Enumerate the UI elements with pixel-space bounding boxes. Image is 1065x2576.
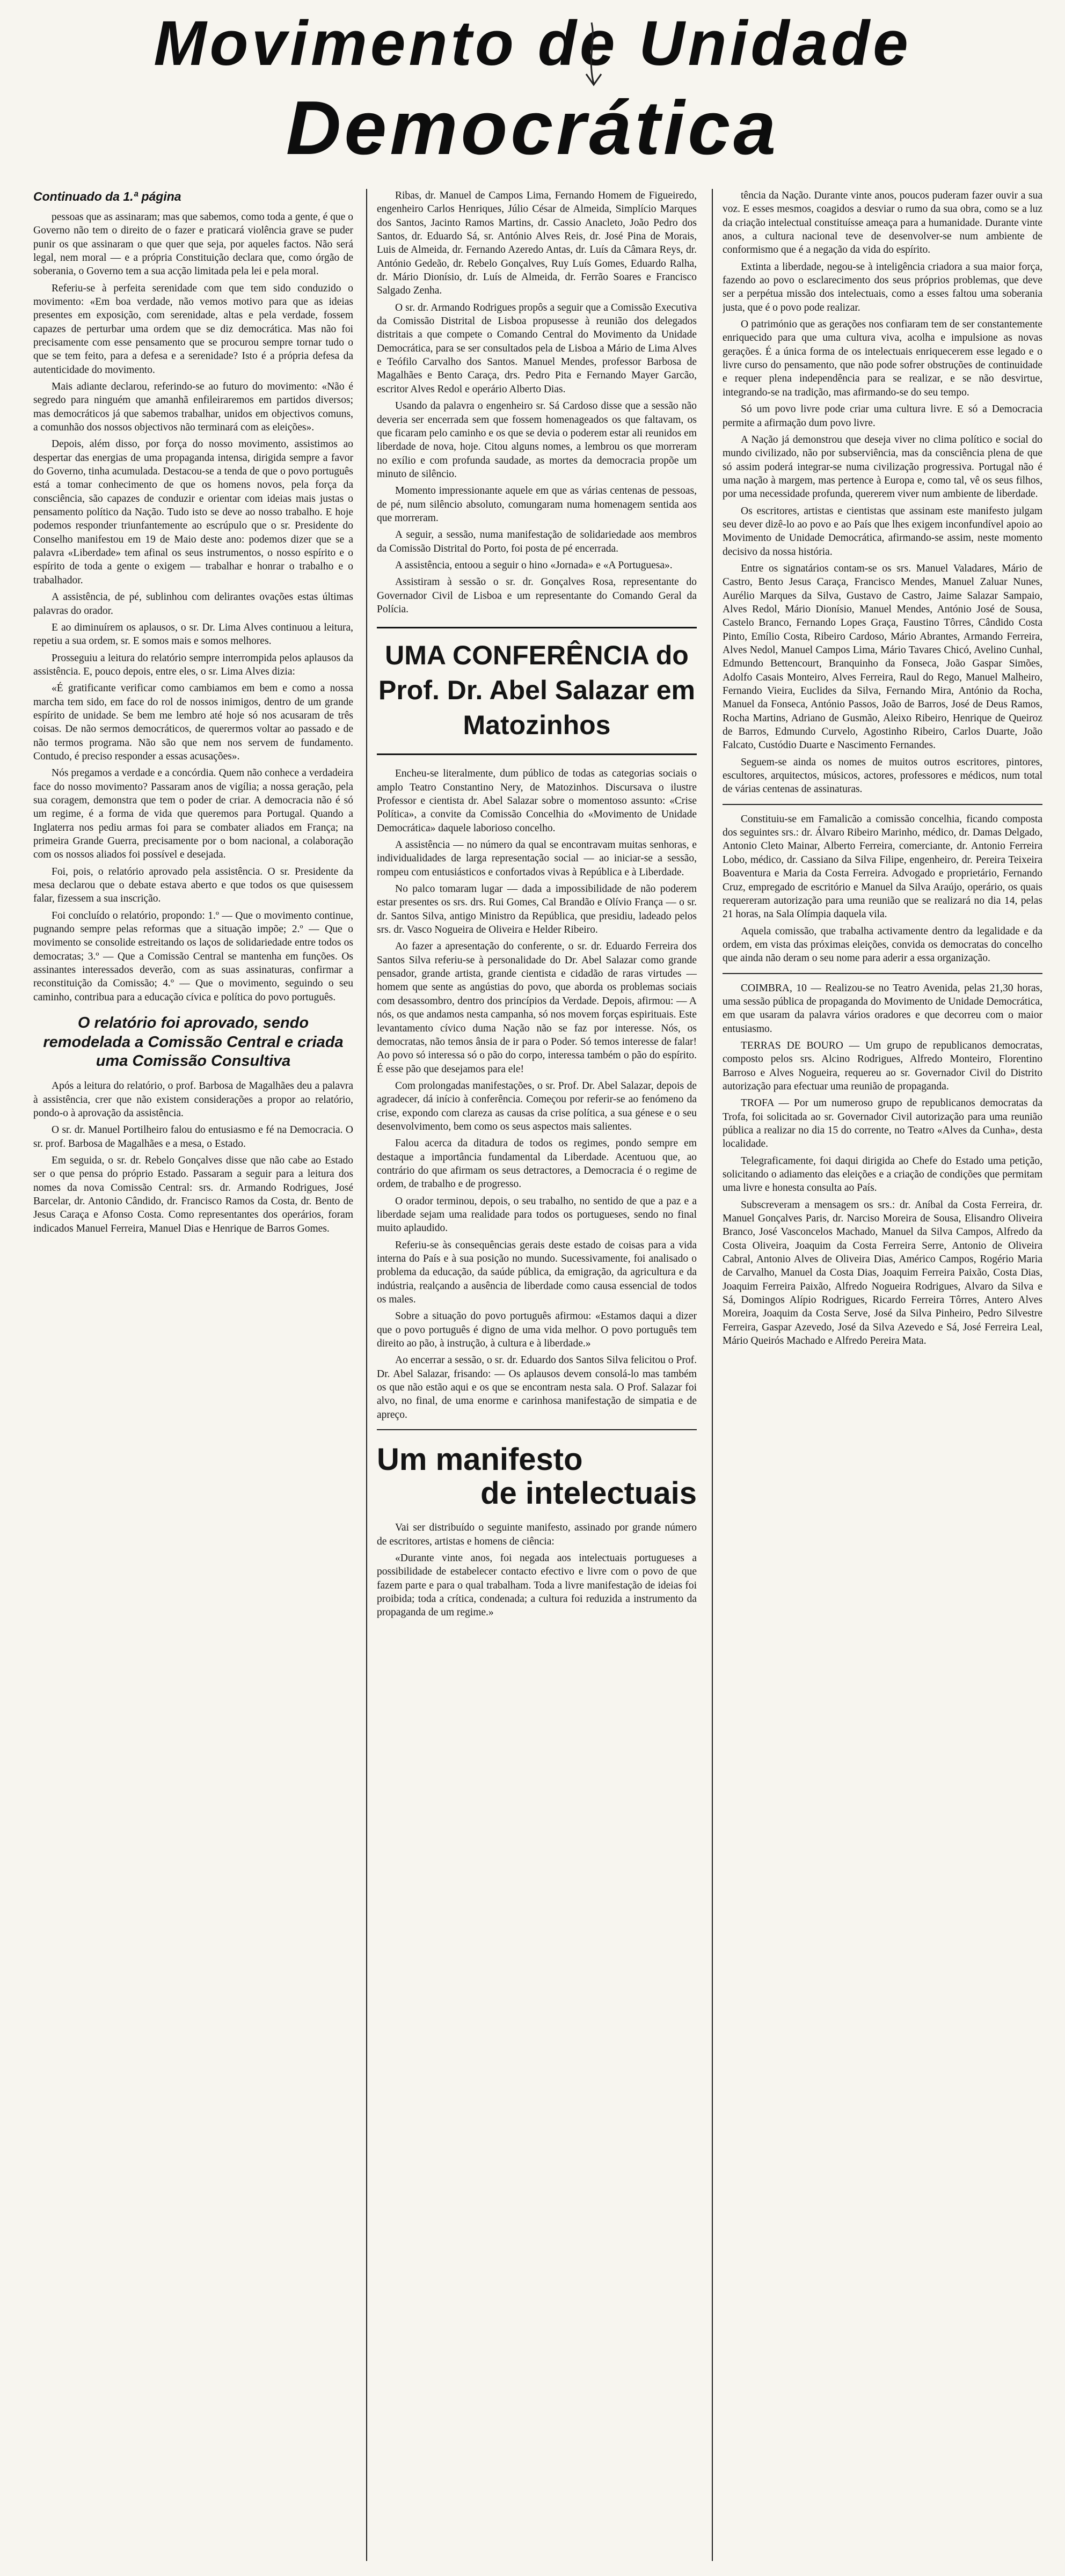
paragraph: Falou acerca da ditadura de todos os regimes, pondo sempre em destaque a importância fundamental da Liberdade. Acentuou que, ao contrário do que afirmam os seus detractores, a Democracia é o regime de ordem, de trabalho e de progresso.	[377, 1138, 697, 1190]
headline-line-1: Movimento de Unidade	[154, 8, 911, 79]
paragraph: Sobre a situação do povo português afirmou: «Estamos daqui a dizer que o povo português é digno de uma vida melhor. O povo português tem direito ao pão, à instrução, à cultura e à liberdade.»	[377, 1311, 697, 1350]
paragraph: Só um povo livre pode criar uma cultura livre. E só a Democracia permite a afirmação dum povo livre.	[723, 404, 1042, 429]
paragraph: Após a leitura do relatório, o prof. Barbosa de Magalhães deu a palavra à assistência, crer que não existem considerações a propor ao relatório, pondo-o à aprovação da assistência.	[33, 1080, 353, 1119]
paragraph: Telegraficamente, foi daqui dirigida ao Chefe do Estado uma petição, solicitando o adiamento das eleições e a criação de condições que permitam uma livre e honesta consulta ao País.	[723, 1155, 1042, 1194]
paragraph: A assistência — no número da qual se encontravam muitas senhoras, e individualidades de larga representação social — ao iniciar-se a sessão, rompeu com entusiásticos e confortados vivas à República e à Liberdade.	[377, 839, 697, 878]
paragraph: Ao fazer a apresentação do conferente, o sr. dr. Eduardo Ferreira dos Santos Silva referiu-se à personalidade do Dr. Abel Salazar como grande pensador, grande artista, grande cientista e cidadão de raras virtudes — homem que sente as angústias do povo, que aborda os problemas sociais com desassombro, dentro dos princípios da Verdade. Depois, afirmou: — A nós, os que andamos nesta campanha, só nos movem forças espirituais. Este levantamento cívico duma Nação não se faz por interesse. Nós, os democratas, não temos ânsia de ir para o Poder. Só temos interesse de falar! Ao povo só interessa só o pão do corpo, interessa também o pão do espírito. É esse pão que desejamos para ele!	[377, 941, 697, 1075]
manifesto-headline	[377, 1443, 697, 1510]
paragraph: Referiu-se às consequências gerais deste estado de coisas para a vida interna do País e à sua posição no mundo. Sucessivamente, foi analisado o problema da educação, da saúde pública, da emigração, da agricultura e da indústria, realçando a ausência de liberdade como causa essencial de todos os males.	[377, 1239, 697, 1306]
manifesto-headline-line-2: de intelectuais	[480, 1475, 697, 1511]
headline-block	[0, 0, 1065, 182]
paragraph: Assistiram à sessão o sr. dr. Gonçalves Rosa, representante do Governador Civil de Lisboa e um representante do Comando Geral da Polícia.	[377, 576, 697, 615]
paragraph: O património que as gerações nos confiaram tem de ser constantemente enriquecido para que uma cultura viva, acolha e impulsione as novas gerações. É a única forma de os intelectuais enriquecerem esse legado e o livre curso do pensamento, que não pode sofrer obstruções de continuidade e requer plena independência para se realizar, e se não desvirtue, integrando-se na tradição, mas afirmando-se do seu tempo.	[723, 319, 1042, 398]
paragraph: O orador terminou, depois, o seu trabalho, no sentido de que a paz e a liberdade sejam uma realidade para todos os portugueses, sendo no final muito aplaudido.	[377, 1195, 697, 1234]
section-divider	[723, 973, 1042, 974]
paragraph: Encheu-se literalmente, dum público de todas as categorias sociais o amplo Teatro Constantino Nery, de Matozinhos. Discursava o ilustre Professor e cientista dr. Abel Salazar sobre o momentoso assunto: «Crise Política», a convite da Comissão Concelhia do «Movimento de Unidade Democrática» daquele laborioso concelho.	[377, 768, 697, 834]
paragraph: Entre os signatários contam-se os srs. Manuel Valadares, Mário de Castro, Bento Jesus Caraça, Francisco Mendes, Manuel Zaluar Nunes, Aurélio Marques da Silva, Gustavo de Castro, Jaime Salazar Sampaio, Alves Redol, Mário Dionísio, Manuel Mendes, António José de Sousa, Castelo Branco, Fernando Lopes Graça, Faustino Tôrres, Cândido Costa Pinto, Emílio Costa, Ribeiro Cardoso, Mário Abrantes, Armando Ferreira, Alves Nedol, Manuel Campos Lima, Mário Tavares Chicó, Avelino Cunhal, Edmundo Bettencourt, Branquinho da Fonseca, João Gaspar Simões, Adolfo Casais Monteiro, Alves Ferreira, Raul do Rego, Manuel Malheiro, Fernando Vieira, Euclides da Silva, Fernando Mira, António da Rocha, Manuel da Fonseca, António Passos, João de Barros, José de Deus Ramos, Rocha Martins, Adriano de Gusmão, Aleixo Ribeiro, Henrique de Queiroz de Barros, Edmundo Curvelo, Agostinho Ribeiro, Carlos Duarte, João Falcato, Custódio Duarte e Nascimento Fernandes.	[723, 562, 1042, 751]
column-3	[723, 189, 1042, 2561]
paragraph: O sr. dr. Armando Rodrigues propôs a seguir que a Comissão Executiva da Comissão Distrital de Lisboa propusesse à reunião dos delegados distritais a que compete o Comando Central do Movimento da Unidade Democrática, para se ser consultados pela de Lisboa a Mário de Lima Alves e Teófilo Carvalho dos Santos. Manuel Mendes, professor Barbosa de Magalhães e Bento Caraça, drs. Pedro Pita e Fernando Mayer Garcão, escritor Alves Redol e operário Alberto Dias.	[377, 302, 697, 395]
column-rule	[366, 189, 367, 2561]
paragraph: Com prolongadas manifestações, o sr. Prof. Dr. Abel Salazar, depois de agradecer, dá início à conferência. Começou por referir-se ao fenómeno da crise, expondo com clareza as causas da crise política, a sua génese e o seu desenvolvimento, bem como os seus aspectos mais salientes.	[377, 1080, 697, 1132]
paragraph: Em seguida, o sr. dr. Rebelo Gonçalves disse que não cabe ao Estado ser o que pensa do próprio Estado. Passaram a seguir para a leitura dos nomes da nova Comissão Central: srs. dr. Armando Rodrigues, José Barcelar, dr. Antonio Cândido, dr. Francisco Ramos da Costa, dr. Bento de Jesus Caraça e Afonso Costa. Como representantes dos operários, foram indicados Manuel Ferreira, Manuel Dias e Henrique de Barros Gomes.	[33, 1154, 353, 1234]
section-divider	[723, 804, 1042, 805]
paragraph: Foi concluído o relatório, propondo: 1.º — Que o movimento continue, pugnando sempre pelas reformas que a situação impõe; 2.º — Que o movimento se consolide estreitando os laços de solidariedade entre todos os democratas; 3.º — Que a Comissão Central se mantenha em funções. Os assinantes interessados deverão, com as suas assinaturas, confirmar a reconstituição da Comissão; 4.º — Que o movimento, seguindo o seu caminho, contribua para a educação cívica e política do povo português.	[33, 910, 353, 1003]
paragraph: Vai ser distribuído o seguinte manifesto, assinado por grande número de escritores, artistas e homens de ciência:	[377, 1522, 697, 1547]
paragraph: E ao diminuírem os aplausos, o sr. Dr. Lima Alves continuou a leitura, repetiu a sua ordem, sr. E somos mais e somos melhores.	[33, 621, 353, 647]
paragraph: Subscreveram a mensagem os srs.: dr. Aníbal da Costa Ferreira, dr. Manuel Gonçalves Paris, dr. Narciso Moreira de Sousa, Elisandro Oliveira Branco, José Vasconcelos Machado, Manuel da Silva Campos, Alfredo da Costa Oliveira, Joaquim da Costa Ferreira Serre, Antonio de Oliveira Cabral, Antonio Alves de Oliveira Dias, Américo Campos, Rogério Maria de Carvalho, Manuel da Costa Dias, Joaquim Ferreira Paixão, Costa Dias, Joaquim Ferreira Paixão, Alfredo Nogueira Rodrigues, Alvaro da Silva e Sá, Domingos Alípio Rodrigues, Ricardo Ferreira Tôrres, Antero Alves Moreira, Joaquim da Costa Serve, José da Silva Pinheiro, Pedro Silvestre Ferreira, Gaspar Azevedo, José da Silva Azevedo e Sá, José Ferreira Leal, Mário Queirós Machado e Alfredo Pereira Mata.	[723, 1199, 1042, 1347]
paragraph: Referiu-se à perfeita serenidade com que tem sido conduzido o movimento: «Em boa verdade, não vemos motivo para que as ideias presentes em exposição, com serenidade, altas e pela verdade, fossem capazes de perturbar uma ordem que se diz democrática. Mas não foi precisamente com esse pensamento que se procurou sempre tornar tudo o que se tem feito, para a defesa e a serenidade? Isto é a própria defesa da autenticidade do movimento.	[33, 282, 353, 376]
continuation-note: Continuado da 1.ª página	[33, 189, 181, 203]
column-rule	[712, 189, 713, 2561]
paragraph: TROFA — Por um numeroso grupo de republicanos democratas da Trofa, foi solicitada ao sr. Governador Civil autorização para uma reunião pública a realizar no dia 15 do corrente, no Teatro «Alves da Cunha», desta localidade.	[723, 1097, 1042, 1150]
paragraph: Os escritores, artistas e cientistas que assinam este manifesto julgam seu dever dizê-lo ao povo e ao País que lhes exigem inconfundível apoio ao Movimento de Unidade Democrática, afirmando-se assim, neste momento decisivo da nossa história.	[723, 505, 1042, 558]
paragraph: Usando da palavra o engenheiro sr. Sá Cardoso disse que a sessão não deveria ser encerrada sem que fossem homenageados os que faltavam, os que ficaram pelo caminho e os que se devia o poderem estar ali reunidos em liberdade de nova, hoje. Citou alguns nomes, a lembrou os que morreram no exílio e com profunda saudade, as mortes da democracia propõe um minuto de silêncio.	[377, 400, 697, 480]
article-columns	[33, 189, 1042, 2561]
paragraph: Constituiu-se em Famalicão a comissão concelhia, ficando composta dos seguintes srs.: dr. Álvaro Ribeiro Marinho, médico, dr. Damas Delgado, Antonio Cleto Mainar, Alberto Ferreira, comerciante, dr. Antonio Ferreira Lobo, médico, dr. Cassiano da Silva Filipe, engenheiro, dr. Pereira Teixeira Boaventura e Maria da Costa Ferreira. Advogado e proprietário, Fernando Cruz, empregado de escritório e Manuel da Silva Araújo, operário, os quais requereram autorização para uma reunião que se realizará no dia 14, pelas 21 horas, na Sala Olímpia daquela vila.	[723, 813, 1042, 920]
paragraph: A seguir, a sessão, numa manifestação de solidariedade aos membros da Comissão Distrital do Porto, foi posta de pé encerrada.	[377, 529, 697, 554]
paragraph: No palco tomaram lugar — dada a impossibilidade de não poderem estar presentes os srs. drs. Rui Gomes, Cal Brandão e Olívio França — o sr. dr. Santos Silva, antigo Ministro da República, que presidiu, ladeado pelos srs. dr. Vasco Nogueira de Oliveira e Helder Ribeiro.	[377, 883, 697, 936]
paragraph: Prosseguiu a leitura do relatório sempre interrompida pelos aplausos da assistência. E, pouco depois, entre eles, o sr. Lima Alves dizia:	[33, 652, 353, 677]
paragraph: O sr. dr. Manuel Portilheiro falou do entusiasmo e fé na Democracia. O sr. prof. Barbosa de Magalhães e a mesa, o Estado.	[33, 1124, 353, 1150]
column-2	[377, 189, 697, 2561]
paragraph: A Nação já demonstrou que deseja viver no clima político e social do mundo civilizado, não por subserviência, mas da consciência plena de que só assim poderá integrar-se numa civilização progressiva. Portugal não é uma nação à margem, mas pertence à Europa e, como tal, vê os seus filhos, por uma necessidade profunda, quererem viver num ambiente de liberdade.	[723, 434, 1042, 500]
headline-line-2: Democrática	[286, 85, 779, 171]
paragraph: TERRAS DE BOURO — Um grupo de republicanos democratas, composto pelos srs. Alcino Rodrigues, Alfredo Monteiro, Florentino Barroso e Alves Nogueira, requereu ao sr. Governador Civil do Distrito autorização para efectuar uma reunião de propaganda.	[723, 1040, 1042, 1092]
paragraph: «Durante vinte anos, foi negada aos intelectuais portugueses a possibilidade de estabelecer contacto efectivo e livre com o povo de que fazem parte e para o qual trabalham. Toda a livre manifestação de ideias foi proibida; toda a crítica, condenada; a cultura foi reduzida a instrumento da propaganda de um regime.»	[377, 1553, 697, 1619]
paragraph: COIMBRA, 10 — Realizou-se no Teatro Avenida, pelas 21,30 horas, uma sessão pública de propaganda do Movimento de Unidade Democrática, em que usaram da palavra vários oradores e que decorreu com o maior entusiasmo.	[723, 982, 1042, 1035]
paragraph: pessoas que as assinaram; mas que sabemos, como toda a gente, é que o Governo não tem o direito de o fazer e praticará violência grave se puder punir os que assinaram o que quer que seja, por aqueles factos. Não será legal, nem moral — e a própria Constituição declara que, como órgão de soberania, o Governo tem a sua acção limitada pela lei e pela moral.	[33, 211, 353, 277]
paragraph: Extinta a liberdade, negou-se à inteligência criadora a sua maior força, fazendo ao povo o esclarecimento dos seus próprios problemas, que deve ser a perpétua missão dos intelectuais, como a esses faltou uma soberania justa, que é o povo pode realizar.	[723, 261, 1042, 313]
subheading-report-approved: O relatório foi aprovado, sendo remodelada a Comissão Central e criada uma Comissão Consultiva	[43, 1014, 344, 1070]
paragraph: Mais adiante declarou, referindo-se ao futuro do movimento: «Não é segredo para ninguém que amanhã enfileiraremos em partidos diversos; mas democráticos já que sabemos trabalhar, unidos em objectivos comuns, a comunhão dos nossos objectivos não terminará com as eleições».	[33, 381, 353, 434]
paragraph: Momento impressionante aquele em que as várias centenas de pessoas, de pé, num silêncio absoluto, comungaram numa homenagem sentida aos que morreram.	[377, 485, 697, 524]
paragraph: Ao encerrar a sessão, o sr. dr. Eduardo dos Santos Silva felicitou o Prof. Dr. Abel Salazar, frisando: — Os aplausos devem consolá-lo mas também os que não estão aqui e os que se encontram nesta sala. O Prof. Salazar foi alvo, no final, de uma enorme e carinhosa manifestação de simpatia e de apreço.	[377, 1355, 697, 1421]
handwritten-mark-icon	[580, 20, 607, 90]
conference-headline: UMA CONFERÊNCIA do Prof. Dr. Abel Salazar em Matozinhos	[377, 627, 697, 755]
section-divider	[377, 1429, 697, 1430]
paragraph: Depois, além disso, por força do nosso movimento, assistimos ao despertar das energias de uma propaganda intensa, dirigida sempre a favor do Governo, tinha acumulada. Destacou-se a tenda de que o povo português está a tomar conhecimento de que os homens novos, pela força da consciência, são capazes de conduzir e orientar com ideias mais justas o pensamento político da Nação. Tudo isto se deve ao nosso trabalho. E hoje podemos responder triunfantemente ao escrúpulo que o sr. Presidente do Conselho manifestou em 19 de Maio deste ano: podemos dizer que se a palavra «Liberdade» tem afinal os seus instrumentos, o nosso espírito e o espírito de toda a gente o exigem — trabalhar e honrar o trabalho e o trabalhador.	[33, 438, 353, 586]
paragraph: Nós pregamos a verdade e a concórdia. Quem não conhece a verdadeira face do nosso movimento? Passaram anos de vigília; a nossa geração, pela sua coragem, demonstra que tem o poder de criar. A democracia não é só um regime, é a forma de vida que queremos para Portugal. Quando a Inglaterra nos pediu armas foi para se combater aliados em França; na primeira Grande Guerra, precisamente por o bom nacional, a colaboração com os nossos aliados foi possível e desejada.	[33, 767, 353, 861]
paragraph: Seguem-se ainda os nomes de muitos outros escritores, pintores, escultores, arquitectos, músicos, actores, professores e médicos, num total de várias centenas de assinaturas.	[723, 756, 1042, 795]
paragraph: A assistência, entoou a seguir o hino «Jornada» e «A Portuguesa».	[395, 559, 673, 571]
paragraph: A assistência, de pé, sublinhou com delirantes ovações estas últimas palavras do orador.	[33, 591, 353, 617]
manifesto-headline-line-1: Um manifesto	[377, 1442, 583, 1477]
paragraph: Aquela comissão, que trabalha activamente dentro da legalidade e da ordem, em vista das próximas eleições, convida os democratas do concelho que ainda não deram o seu nome para aderir a essa organização.	[723, 925, 1042, 964]
paragraph: «É gratificante verificar como cambiamos em bem e como a nossa marcha tem sido, em face do rol de nossos inimigos, dentro de um grande espírito de unidade. Se bem me lembro até hoje só nos acusaram de três coisas. De não sermos democráticos, de querermos voltar ao passado e de não termos programa. Não são que nem nos servem de fundamento. Contudo, é preciso responder a essas acusações».	[33, 683, 353, 762]
paragraph: Foi, pois, o relatório aprovado pela assistência. O sr. Presidente da mesa declarou que o debate estava aberto e que todos os que quisessem falar, fizessem a sua inscrição.	[33, 866, 353, 905]
paragraph: Ribas, dr. Manuel de Campos Lima, Fernando Homem de Figueiredo, engenheiro Carlos Henriques, Júlio César de Almeida, Simplício Marques dos Santos, Jacinto Ramos Martins, dr. Cassio Anacleto, João Pedro dos Santos, dr. Eduardo Sá, sr. António Alves Reis, dr. José Pina de Morais, Luis de Almeida, dr. Fernando Azeredo Antas, dr. Luís da Câmara Reys, dr. António Gedeão, dr. Rebelo Gonçalves, Ruy Luís Gomes, Eduardo Ralha, dr. Mário Dionísio, dr. Luís de Almeida, dr. Ferrão Soares e Francisco Salgado Zenha.	[377, 190, 697, 297]
column-1	[33, 189, 353, 2561]
paragraph: tência da Nação. Durante vinte anos, poucos puderam fazer ouvir a sua voz. E esses mesmos, coagidos a desviar o rumo da sua obra, como se a luz da criação intelectual constituísse ameaça para a humanidade. Durante vinte anos, a cultura nacional teve de desenvolver-se num ambiente de conformismo que é a negação da vida do espírito.	[723, 190, 1042, 256]
